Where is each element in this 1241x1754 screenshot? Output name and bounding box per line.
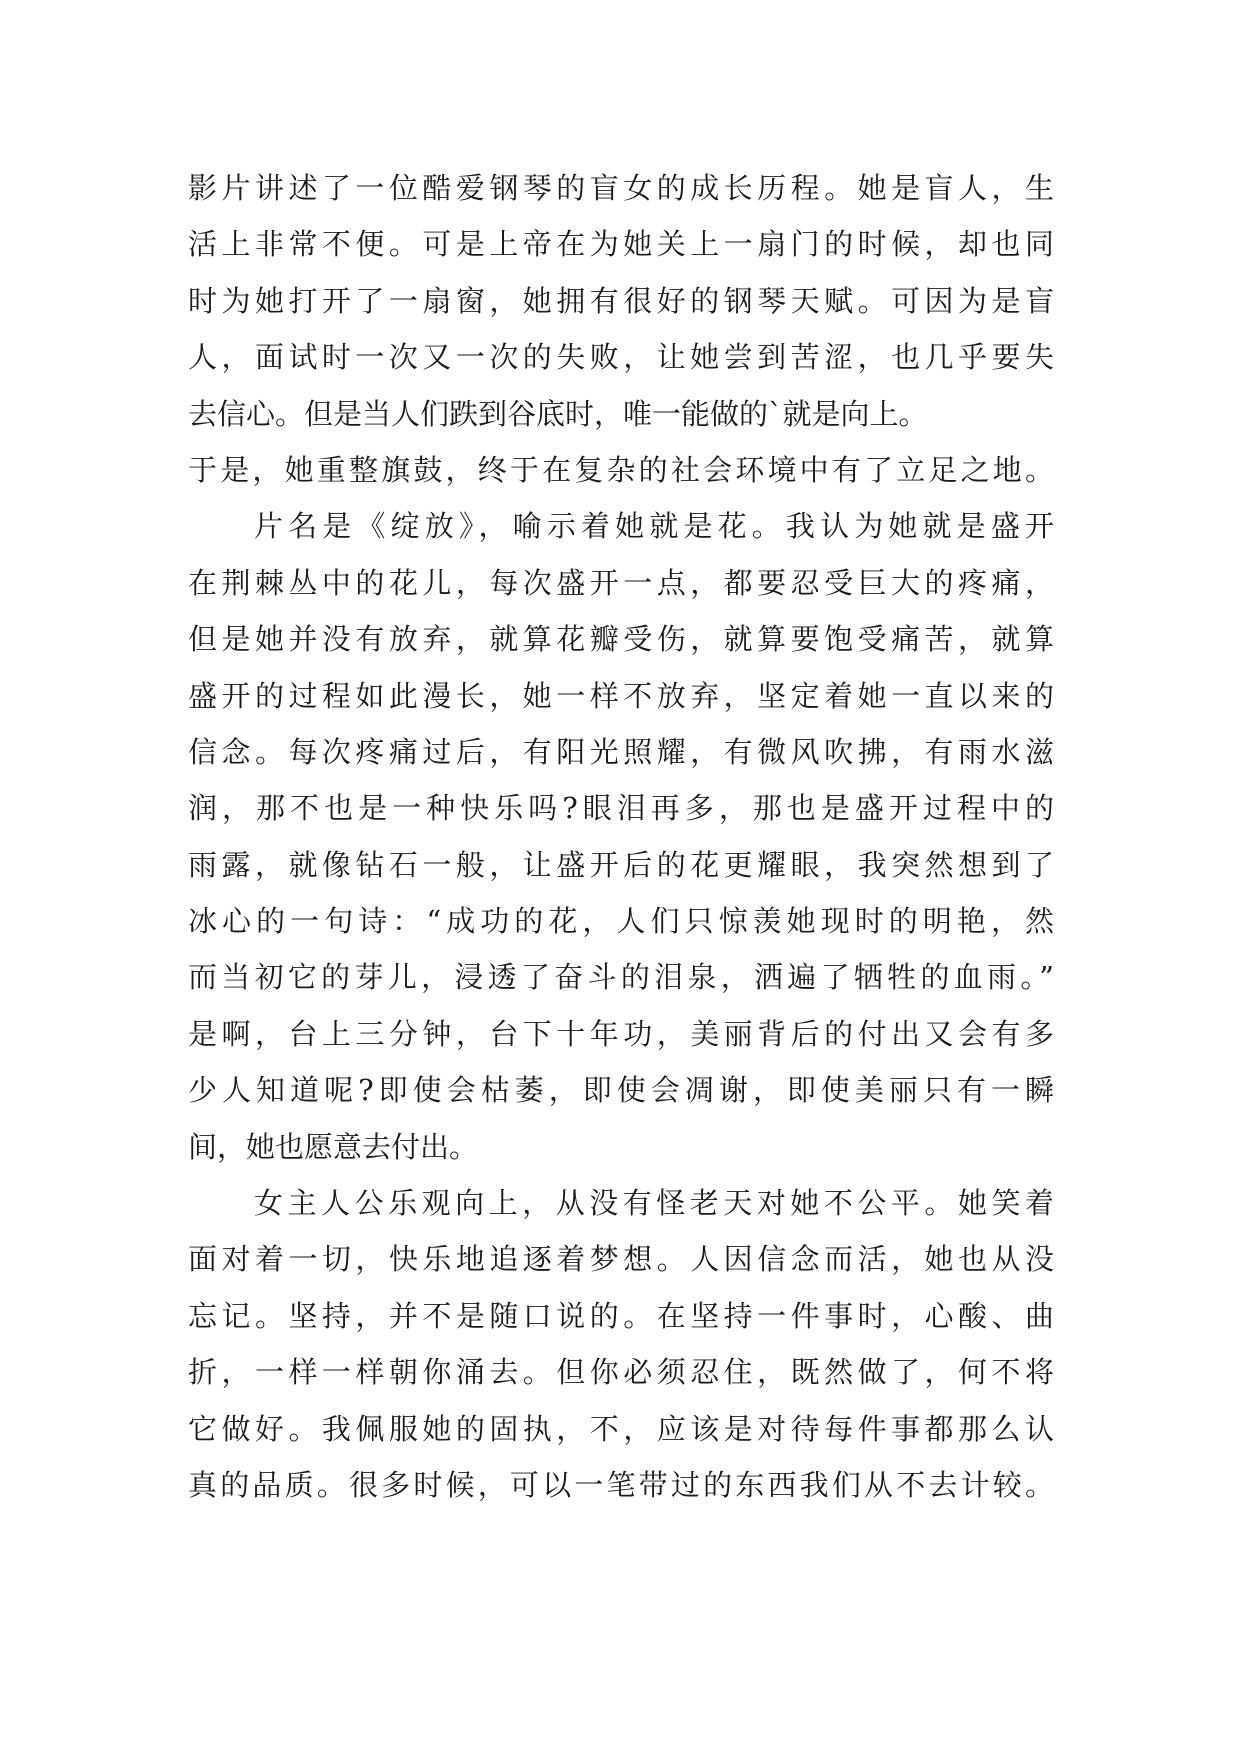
text-line: 女主人公乐观向上，从没有怪老天对她不公平。她笑着 <box>254 1186 1054 1221</box>
text-line: 盛开的过程如此漫长，她一样不放弃，坚定着她一直以来的 <box>188 678 1054 713</box>
text-line: 时为她打开了一扇窗，她拥有很好的钢琴天赋。可因为是盲 <box>188 283 1054 318</box>
paragraph <box>188 160 1054 498</box>
text-line: 片名是《绽放》，喻示着她就是花。我认为她就是盛开 <box>254 509 1054 544</box>
text-line: 去信心。但是当人们跌到谷底时，唯一能做的`就是向上。 <box>188 396 928 431</box>
text-line: 在荆棘丛中的花儿，每次盛开一点，都要忍受巨大的疼痛， <box>188 565 1054 600</box>
text-line: 冰心的一句诗：“成功的花，人们只惊羡她现时的明艳，然 <box>188 904 1054 939</box>
text-line: 它做好。我佩服她的固执，不，应该是对待每件事都那么认 <box>188 1411 1054 1446</box>
text-line: 面对着一切，快乐地追逐着梦想。人因信念而活，她也从没 <box>188 1242 1054 1277</box>
text-line: 忘记。坚持，并不是随口说的。在坚持一件事时，心酸、曲 <box>188 1298 1054 1333</box>
text-line: 真的品质。很多时候，可以一笔带过的东西我们从不去计较。 <box>188 1467 1054 1502</box>
text-line: 少人知道呢?即使会枯萎，即使会凋谢，即使美丽只有一瞬 <box>188 1073 1054 1108</box>
body-text <box>188 160 1054 1513</box>
text-line: 折，一样一样朝你涌去。但你必须忍住，既然做了，何不将 <box>188 1355 1054 1390</box>
paragraph <box>188 1175 1054 1513</box>
text-line: 信念。每次疼痛过后，有阳光照耀，有微风吹拂，有雨水滋 <box>188 734 1054 769</box>
text-line: 雨露，就像钻石一般，让盛开后的花更耀眼，我突然想到了 <box>188 847 1054 882</box>
text-line: 润，那不也是一种快乐吗?眼泪再多，那也是盛开过程中的 <box>188 791 1054 826</box>
text-line: 间，她也愿意去付出。 <box>188 1129 479 1164</box>
text-line: 影片讲述了一位酷爱钢琴的盲女的成长历程。她是盲人，生 <box>188 171 1054 205</box>
text-line: 而当初它的芽儿，浸透了奋斗的泪泉，洒遍了牺牲的血雨。” <box>188 960 1054 995</box>
text-line: 但是她并没有放弃，就算花瓣受伤，就算要饱受痛苦，就算 <box>188 622 1054 657</box>
text-line: 是啊，台上三分钟，台下十年功，美丽背后的付出又会有多 <box>188 1016 1054 1051</box>
paragraph <box>188 498 1054 1175</box>
text-line: 于是，她重整旗鼓，终于在复杂的社会环境中有了立足之地。 <box>188 452 1054 487</box>
text-line: 人，面试时一次又一次的失败，让她尝到苦涩，也几乎要失 <box>188 340 1054 375</box>
text-line: 活上非常不便。可是上帝在为她关上一扇门的时候，却也同 <box>188 227 1054 262</box>
